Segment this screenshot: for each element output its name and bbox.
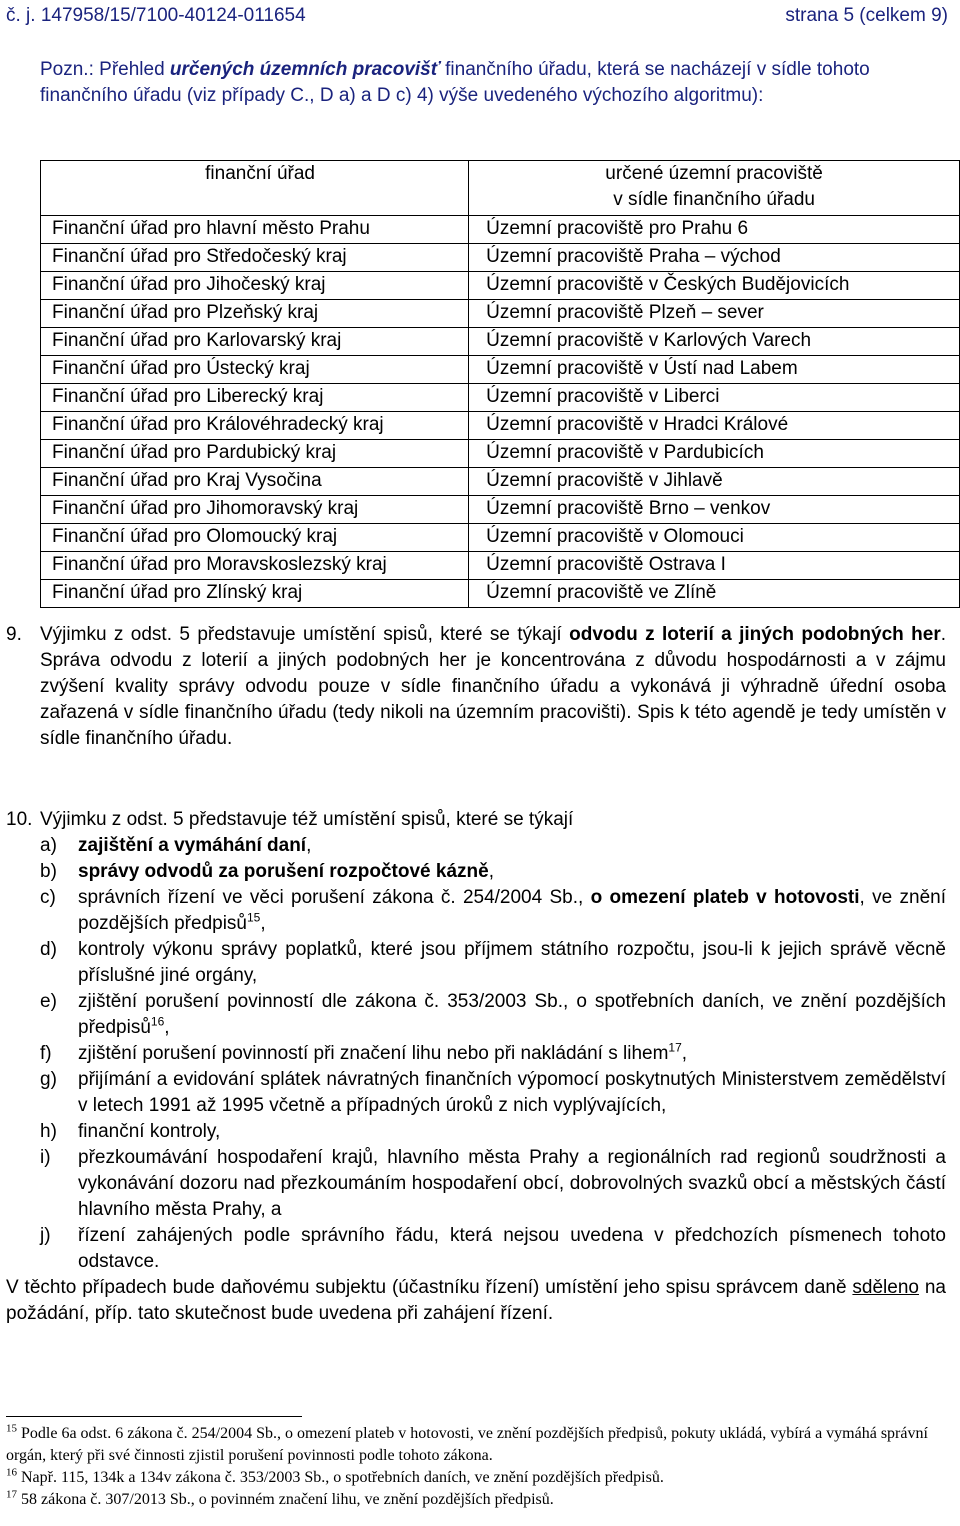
workplace-cell: Územní pracoviště v Českých Budějovicích — [469, 272, 960, 300]
list-item: e) zjištění porušení povinností dle zákona č. 353/2003 Sb., o spotřebních daních, ve znění pozdějších předpisů$^{16}$, — [40, 991, 946, 1038]
office-cell: Finanční úřad pro Jihomoravský kraj — [41, 496, 469, 524]
section-number: 9. — [6, 624, 22, 645]
footnote-17: $^{17}$ 58 zákona č. 307/2013 Sb., o povinném značení lihu, ve znění pozdějších předpisů. — [6, 1488, 554, 1508]
table-row — [41, 356, 960, 384]
list-item: j) řízení zahájených podle správního řádu, která nejsou uvedena v předchozích písmenech tohoto odstavce. — [40, 1225, 946, 1272]
footnotes — [6, 1423, 951, 1511]
workplace-cell: Územní pracoviště v Jihlavě — [469, 468, 960, 496]
office-cell: Finanční úřad pro Karlovarský kraj — [41, 328, 469, 356]
office-cell: Finanční úřad pro Moravskoslezský kraj — [41, 552, 469, 580]
table-row — [41, 272, 960, 300]
note-emphasis: určených územních pracovišť — [169, 59, 440, 80]
section-text: . Správa odvodu z loterií a jiných podobných her je koncentrována z důvodu hospodárnosti a v zájmu zvýšení kvality správy odvodu pouze v sídle finančního úřadu a vykonává ji výhradně úřední osoba zařazená v sídle finančního úřadu (tedy nikoli na územním pracovišti). Spis k této agendě je tedy umístěn v sídle finančního úřadu. — [40, 624, 947, 749]
office-cell: Finanční úřad pro Zlínský kraj — [41, 580, 469, 608]
closing-paragraph: V těchto případech bude daňovému subjektu (účastníku řízení) umístění jeho spisu správcem daně sděleno na požádání, příp. tato skutečnost bude uvedena při zahájení řízení. — [6, 1277, 946, 1324]
workplace-cell: Územní pracoviště v Pardubicích — [469, 440, 960, 468]
workplace-cell: Územní pracoviště Plzeň – sever — [469, 300, 960, 328]
table-row — [41, 216, 960, 244]
table-row — [41, 328, 960, 356]
note-paragraph — [40, 57, 945, 109]
section-intro: Výjimku z odst. 5 představuje též umístění spisů, které se týkají — [40, 809, 574, 830]
table-row — [41, 580, 960, 608]
note-prefix: Pozn.: Přehled — [40, 59, 170, 80]
office-cell: Finanční úřad pro Kraj Vysočina — [41, 468, 469, 496]
list-item: g) přijímání a evidování splátek návratných finančních výpomocí poskytnutých Ministerstvem zemědělství v letech 1991 až 1995 včetně a případných úroků z nich vyplývajících, — [40, 1069, 946, 1116]
office-cell: Finanční úřad pro hlavní město Prahu — [41, 216, 469, 244]
header-workplace-line2: v sídle finančního úřadu — [613, 189, 815, 210]
section-bold-text: odvodu z loterií a jiných podobných her — [569, 624, 941, 645]
table-row — [41, 300, 960, 328]
page-indicator: strana 5 (celkem 9) — [785, 5, 948, 26]
footnote-15: $^{15}$ Podle 6a odst. 6 zákona č. 254/2004 Sb., o omezení plateb v hotovosti, ve znění pozdějších předpisů, pokuty ukládá, vybírá a vymáhá správní orgán, který při své činnosti zjistil porušení povinnosti podle tohoto zákona. — [6, 1422, 928, 1464]
workplace-cell: Územní pracoviště v Liberci — [469, 384, 960, 412]
table-row — [41, 496, 960, 524]
table-row — [41, 524, 960, 552]
workplace-cell: Územní pracoviště Praha – východ — [469, 244, 960, 272]
list-item: h) finanční kontroly, — [40, 1121, 221, 1142]
workplace-cell: Územní pracoviště Brno – venkov — [469, 496, 960, 524]
office-cell: Finanční úřad pro Plzeňský kraj — [41, 300, 469, 328]
workplace-cell: Územní pracoviště v Olomouci — [469, 524, 960, 552]
office-cell: Finanční úřad pro Středočeský kraj — [41, 244, 469, 272]
header-office: finanční úřad — [41, 161, 469, 216]
section-text: Výjimku z odst. 5 představuje umístění spisů, které se týkají — [40, 624, 570, 645]
list-item: a) zajištění a vymáhání daní, — [40, 835, 312, 856]
office-cell: Finanční úřad pro Jihočeský kraj — [41, 272, 469, 300]
office-cell: Finanční úřad pro Pardubický kraj — [41, 440, 469, 468]
workplace-cell: Územní pracoviště ve Zlíně — [469, 580, 960, 608]
table-header-row — [41, 161, 960, 216]
item-list — [40, 833, 946, 1275]
table-row — [41, 552, 960, 580]
table-row — [41, 412, 960, 440]
section-9 — [6, 622, 946, 752]
workplace-cell: Územní pracoviště pro Prahu 6 — [469, 216, 960, 244]
list-item: i) přezkoumávání hospodaření krajů, hlavního města Prahy a regionálních rad regionů soudržnosti a vykonávání dozoru nad přezkoumáním hospodaření obcí, dobrovolných svazků obcí a městských částí hlavního města Prahy, a — [40, 1147, 946, 1220]
note-text: finančního úřadu, která se nacházejí v sídle tohoto finančního úřadu (viz případy C., D a) a D c) 4) výše uvedeného výchozího algoritmu): — [40, 59, 870, 106]
footnote-separator — [6, 1416, 302, 1417]
footnote-16: $^{16}$ Např. 115, 134k a 134v zákona č. 353/2003 Sb., o spotřebních daních, ve znění pozdějších předpisů. — [6, 1466, 664, 1486]
list-item: d) kontroly výkonu správy poplatků, které jsou příjmem státního rozpočtu, jsou-li k jejich správě věcně příslušné jiné orgány, — [40, 939, 946, 986]
office-cell: Finanční úřad pro Liberecký kraj — [41, 384, 469, 412]
table-row — [41, 384, 960, 412]
list-item: f) zjištění porušení povinností při značení lihu nebo při nakládání s lihem$^{17}$, — [40, 1040, 688, 1064]
reference-number: č. j. 147958/15/7100-40124-011654 — [6, 5, 306, 26]
table-row — [41, 440, 960, 468]
section-10 — [6, 807, 946, 1327]
header-workplace-line1: určené územní pracoviště — [605, 163, 823, 184]
page-header — [6, 3, 948, 29]
table-row — [41, 244, 960, 272]
table-row — [41, 468, 960, 496]
workplace-cell: Územní pracoviště Ostrava I — [469, 552, 960, 580]
office-cell: Finanční úřad pro Královéhradecký kraj — [41, 412, 469, 440]
header-workplace — [469, 161, 960, 216]
workplace-cell: Územní pracoviště v Karlových Varech — [469, 328, 960, 356]
list-item: b) správy odvodů za porušení rozpočtové kázně, — [40, 861, 494, 882]
office-cell: Finanční úřad pro Ústecký kraj — [41, 356, 469, 384]
workplace-cell: Územní pracoviště v Ústí nad Labem — [469, 356, 960, 384]
office-cell: Finanční úřad pro Olomoucký kraj — [41, 524, 469, 552]
workplaces-table — [40, 160, 960, 608]
section-number: 10. — [6, 809, 33, 830]
list-item: c) správních řízení ve věci porušení zákona č. 254/2004 Sb., o omezení plateb v hotovosti, ve znění pozdějších předpisů$^{15}$, — [40, 887, 946, 934]
workplace-cell: Územní pracoviště v Hradci Králové — [469, 412, 960, 440]
